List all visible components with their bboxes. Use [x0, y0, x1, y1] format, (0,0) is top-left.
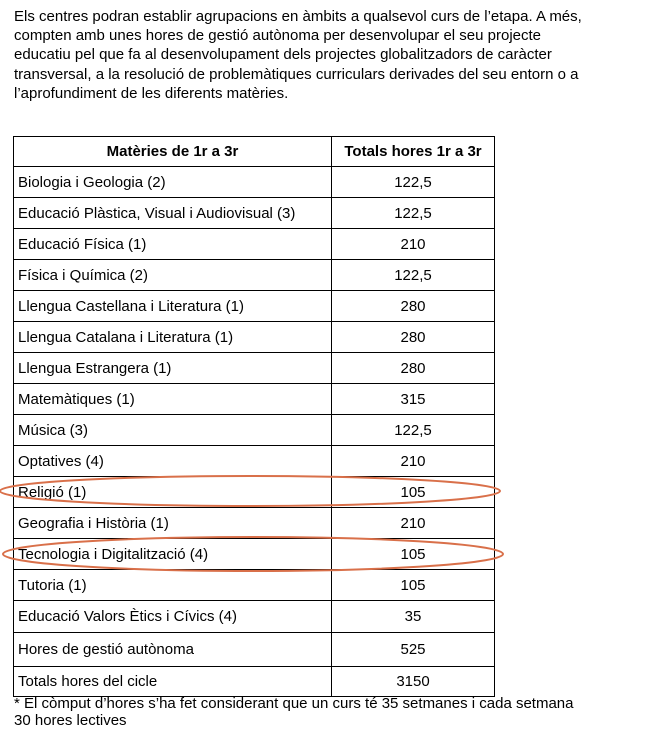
- hours-cell: 280: [332, 291, 495, 322]
- header-subjects: Matèries de 1r a 3r: [14, 137, 332, 167]
- hours-cell: 122,5: [332, 198, 495, 229]
- subject-cell: Tecnologia i Digitalització (4): [14, 539, 332, 570]
- hours-cell: 105: [332, 539, 495, 570]
- table-row: [14, 260, 495, 291]
- table-row: [14, 198, 495, 229]
- subject-cell: Geografia i Història (1): [14, 508, 332, 539]
- hours-cell: 280: [332, 322, 495, 353]
- hours-cell: 105: [332, 477, 495, 508]
- hours-cell: 210: [332, 508, 495, 539]
- table-row: [14, 384, 495, 415]
- table-header-row: [14, 137, 495, 167]
- hours-cell: 122,5: [332, 260, 495, 291]
- subject-cell: Música (3): [14, 415, 332, 446]
- header-total-hours: Totals hores 1r a 3r: [332, 137, 495, 167]
- subject-cell: Llengua Castellana i Literatura (1): [14, 291, 332, 322]
- table-row: [14, 508, 495, 539]
- table-row: [14, 167, 495, 198]
- table-row: [14, 291, 495, 322]
- table-row: [14, 446, 495, 477]
- hours-cell: 210: [332, 446, 495, 477]
- hours-cell: 315: [332, 384, 495, 415]
- table-row: [14, 415, 495, 446]
- table-row: [14, 570, 495, 601]
- hours-cell: 280: [332, 353, 495, 384]
- table-row: [14, 322, 495, 353]
- subject-cell: Educació Física (1): [14, 229, 332, 260]
- subject-cell: Hores de gestió autònoma: [14, 633, 332, 667]
- footnote: * El còmput d’hores s’ha fet considerant que un curs té 35 setmanes i cada setmana 30 hores lectives: [14, 695, 574, 729]
- subject-cell: Religió (1): [14, 477, 332, 508]
- table-row: [14, 539, 495, 570]
- subject-cell: Biologia i Geologia (2): [14, 167, 332, 198]
- subject-cell: Educació Valors Ètics i Cívics (4): [14, 601, 332, 633]
- subject-cell: Totals hores del cicle: [14, 667, 332, 697]
- subject-cell: Llengua Estrangera (1): [14, 353, 332, 384]
- hours-cell: 35: [332, 601, 495, 633]
- table-row: [14, 353, 495, 384]
- subject-cell: Llengua Catalana i Literatura (1): [14, 322, 332, 353]
- table-row: [14, 229, 495, 260]
- hours-cell: 525: [332, 633, 495, 667]
- table-row: [14, 601, 495, 633]
- subject-cell: Física i Química (2): [14, 260, 332, 291]
- subject-cell: Tutoria (1): [14, 570, 332, 601]
- hours-cell: 122,5: [332, 415, 495, 446]
- table-row: [14, 633, 495, 667]
- hours-cell: 210: [332, 229, 495, 260]
- intro-paragraph: Els centres podran establir agrupacions en àmbits a qualsevol curs de l’etapa. A més, compten amb unes hores de gestió autònoma per desenvolupar el seu projecte educatiu pel que fa al desenvolupament dels projectes globalitzadors de caràcter transversal, a la resolució de problemàtiques curriculars derivades del seu entorn o a l’aprofundiment de les diferents matèries.: [14, 8, 582, 102]
- hours-cell: 122,5: [332, 167, 495, 198]
- table-row: [14, 477, 495, 508]
- hours-cell: 105: [332, 570, 495, 601]
- table-row: [14, 667, 495, 697]
- hours-table: [13, 136, 495, 697]
- subject-cell: Optatives (4): [14, 446, 332, 477]
- subject-cell: Educació Plàstica, Visual i Audiovisual (3): [14, 198, 332, 229]
- subject-cell: Matemàtiques (1): [14, 384, 332, 415]
- hours-cell: 3150: [332, 667, 495, 697]
